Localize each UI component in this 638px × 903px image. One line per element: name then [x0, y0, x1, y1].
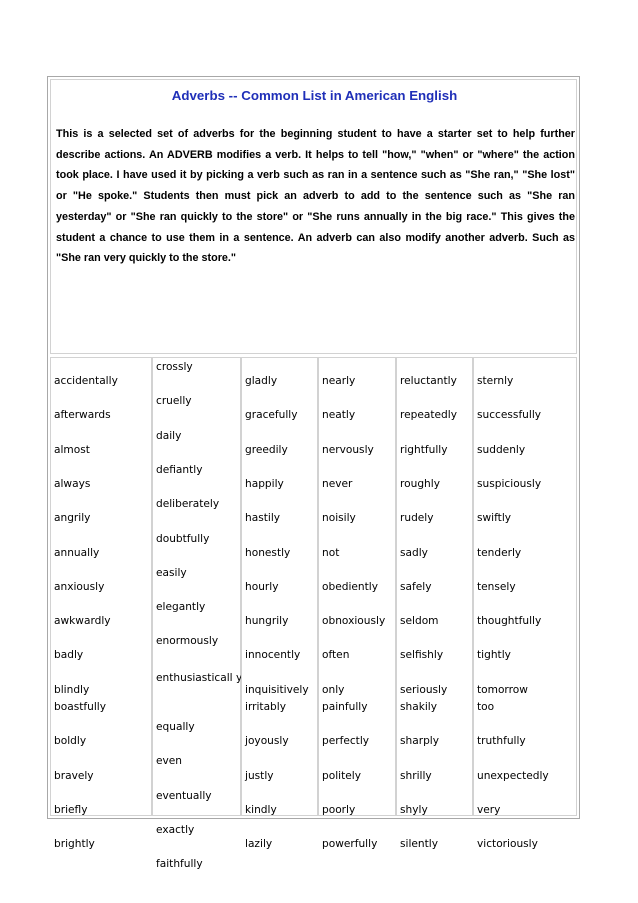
adverb-word: nervously	[322, 443, 374, 456]
adverb-word: poorly	[322, 803, 356, 816]
adverb-word: successfully	[477, 409, 542, 422]
adverb-word: roughly	[400, 477, 440, 490]
adverb-word: swiftly	[477, 512, 512, 525]
adverb-word: gladly	[245, 375, 278, 387]
adverb-word: powerfully	[322, 838, 378, 851]
adverb-word: shyly	[400, 803, 428, 816]
adverb-word: suddenly	[477, 443, 526, 456]
adverb-word: often	[322, 649, 350, 662]
description-paragraph: This is a selected set of adverbs for the beginning student to have a starter set to help further describe actions. An ADVERB modifies a verb. It helps to tell "how," "when" or "where" the action took place. I have used it by picking a verb such as ran in a sentence such as "She ran," "She lost" or "He spoke." Students then must pick an adverb to add to the sentence such as "She ran yesterday" or "She ran quickly to the store" or "She runs annually in the big race." This gives the student a chance to use them in a sentence. An adverb can also modify another adverb. Such as "She ran very quickly to the store."	[56, 128, 575, 265]
adverb-word: reluctantly	[400, 375, 457, 387]
adverb-word: daily	[156, 429, 182, 442]
adverb-word: defiantly	[156, 463, 203, 476]
adverb-word: obediently	[322, 580, 378, 593]
adverb-word: faithfully	[156, 858, 203, 871]
adverb-word: deliberately	[156, 498, 220, 511]
adverb-word: equally	[156, 721, 195, 733]
adverb-word: greedily	[245, 443, 288, 456]
adverb-word: perfectly	[322, 735, 370, 748]
adverb-word: blindly	[54, 683, 90, 696]
adverb-word: kindly	[245, 803, 277, 816]
adverb-word: cruelly	[156, 395, 192, 408]
adverb-column	[396, 357, 473, 851]
adverb-word: hourly	[245, 580, 279, 593]
adverb-word: hastily	[245, 512, 281, 525]
adverb-word: enthusiasticall y	[156, 671, 243, 684]
adverb-word: eventually	[156, 789, 212, 802]
adverb-word: boldly	[54, 735, 87, 748]
adverb-word: too	[477, 701, 495, 713]
intro-cell	[50, 79, 577, 354]
adverb-word: awkwardly	[54, 615, 111, 628]
adverb-column	[241, 357, 318, 851]
adverb-word: badly	[54, 649, 84, 662]
adverb-word: elegantly	[156, 601, 206, 614]
adverb-word: crossly	[156, 361, 193, 373]
adverb-word: not	[322, 546, 340, 559]
adverb-word: repeatedly	[400, 409, 457, 422]
adverb-word: anxiously	[54, 580, 105, 593]
adverb-word: lazily	[245, 838, 273, 851]
adverb-word: even	[156, 755, 183, 768]
adverb-word: enormously	[156, 635, 219, 648]
adverb-word: accidentally	[54, 375, 118, 387]
adverb-word: painfully	[322, 701, 368, 713]
adverb-word: tensely	[477, 580, 516, 593]
adverb-word: justly	[245, 769, 274, 782]
adverb-word: noisily	[322, 512, 356, 525]
adverb-column	[318, 357, 396, 851]
adverb-word: innocently	[245, 649, 301, 662]
adverb-word: silently	[400, 838, 439, 851]
adverb-word: tenderly	[477, 546, 522, 559]
adverb-word: never	[322, 477, 353, 490]
adverb-word: always	[54, 477, 91, 490]
adverb-word: neatly	[322, 409, 356, 422]
adverb-column	[473, 357, 577, 851]
adverb-word: angrily	[54, 512, 91, 525]
adverb-column	[50, 357, 152, 851]
adverb-word: truthfully	[477, 735, 526, 748]
adverb-word: politely	[322, 769, 361, 782]
adverb-word: joyously	[245, 735, 289, 748]
adverb-word: nearly	[322, 375, 356, 387]
adverb-word: unexpectedly	[477, 769, 549, 782]
adverb-word: hungrily	[245, 615, 289, 628]
adverb-word: almost	[54, 443, 90, 456]
adverb-word: tightly	[477, 649, 511, 662]
adverb-word: irritably	[245, 701, 286, 713]
adverb-word: very	[477, 803, 501, 816]
adverb-word: seriously	[400, 683, 448, 696]
adverb-word: brightly	[54, 838, 95, 851]
adverb-word: doubtfully	[156, 532, 210, 545]
adverb-word: sadly	[400, 546, 428, 559]
adverb-word: annually	[54, 546, 100, 559]
adverb-word: sternly	[477, 375, 514, 387]
adverb-word: selfishly	[400, 649, 444, 662]
adverb-word: obnoxiously	[322, 615, 386, 628]
adverb-word: shakily	[400, 701, 438, 713]
adverb-word: shrilly	[400, 769, 432, 782]
adverb-word: only	[322, 683, 345, 696]
adverb-word: gracefully	[245, 409, 298, 422]
adverb-word: thoughtfully	[477, 615, 542, 628]
adverb-word: victoriously	[477, 838, 538, 851]
adverb-word: safely	[400, 580, 432, 593]
adverb-word: rudely	[400, 512, 434, 525]
adverb-word: tomorrow	[477, 683, 528, 696]
adverb-word: bravely	[54, 769, 94, 782]
adverb-word: suspiciously	[477, 477, 542, 490]
adverb-word: honestly	[245, 546, 291, 559]
adverbs-table	[47, 76, 580, 871]
adverb-word: afterwards	[54, 409, 111, 422]
adverb-word: happily	[245, 477, 284, 490]
adverb-grid	[50, 357, 577, 871]
page-title: Adverbs -- Common List in American English	[171, 88, 458, 103]
adverb-word: seldom	[400, 615, 439, 628]
adverb-column	[152, 357, 243, 871]
adverb-word: exactly	[156, 823, 195, 836]
adverb-word: briefly	[54, 803, 88, 816]
adverb-word: rightfully	[400, 443, 448, 456]
adverb-word: sharply	[400, 735, 440, 748]
adverb-word: boastfully	[54, 701, 106, 713]
adverb-word: easily	[156, 566, 187, 579]
adverb-word: inquisitively	[245, 683, 309, 696]
